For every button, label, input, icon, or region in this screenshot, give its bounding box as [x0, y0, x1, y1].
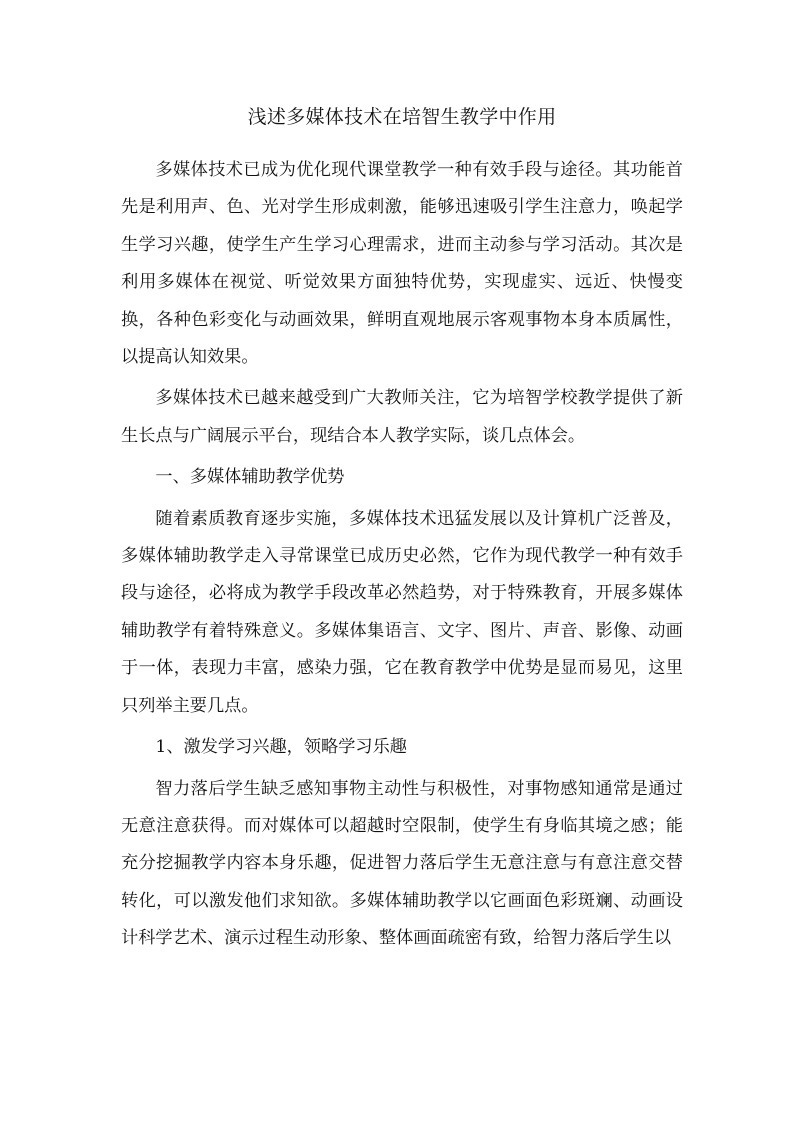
document-title: 浅述多媒体技术在培智生教学中作用 — [247, 106, 557, 128]
document-page — [121, 94, 683, 962]
section-heading-advantages: 一、多媒体辅助教学优势 — [155, 467, 345, 488]
subsection-heading-interest: 1、激发学习兴趣，领略学习乐趣 — [155, 737, 407, 758]
paragraph-advantages: 随着素质教育逐步实施，多媒体技术迅猛发展以及计算机广泛普及，多媒体辅助教学走入寻常课堂已成历史必然，它作为现代教学一种有效手段与途径，必将成为教学手段改革必然趋势，对于特殊教育，开展多媒体辅助教学有着特殊意义。多媒体集语言、文字、图片、声音、影像、动画于一体，表现力丰富，感染力强，它在教育教学中优势是显而易见，这里只列举主要几点。 — [121, 508, 683, 716]
paragraph-context: 多媒体技术已越来越受到广大教师关注，它为培智学校教学提供了新生长点与广阔展示平台，现结合本人教学实际，谈几点体会。 — [121, 388, 683, 446]
paragraph-interest: 智力落后学生缺乏感知事物主动性与积极性，对事物感知通常是通过无意注意获得。而对媒体可以超越时空限制，使学生有身临其境之感；能充分挖掘教学内容本身乐趣，促进智力落后学生无意注意与有意注意交替转化，可以激发他们求知欲。多媒体辅助教学以它画面色彩斑斓、动画设计科学艺术、演示过程生动形象、整体画面疏密有致，给智力落后学生以 — [121, 778, 683, 949]
paragraph-intro: 多媒体技术已成为优化现代课堂教学一种有效手段与途径。其功能首先是利用声、色、光对学生形成刺激，能够迅速吸引学生注意力，唤起学生学习兴趣，使学生产生学习心理需求，进而主动参与学习活动。其次是利用多媒体在视觉、听觉效果方面独特优势，实现虚实、远近、快慢变换，各种色彩变化与动画效果，鲜明直观地展示客观事物本身本质属性，以提高认知效果。 — [121, 160, 683, 368]
